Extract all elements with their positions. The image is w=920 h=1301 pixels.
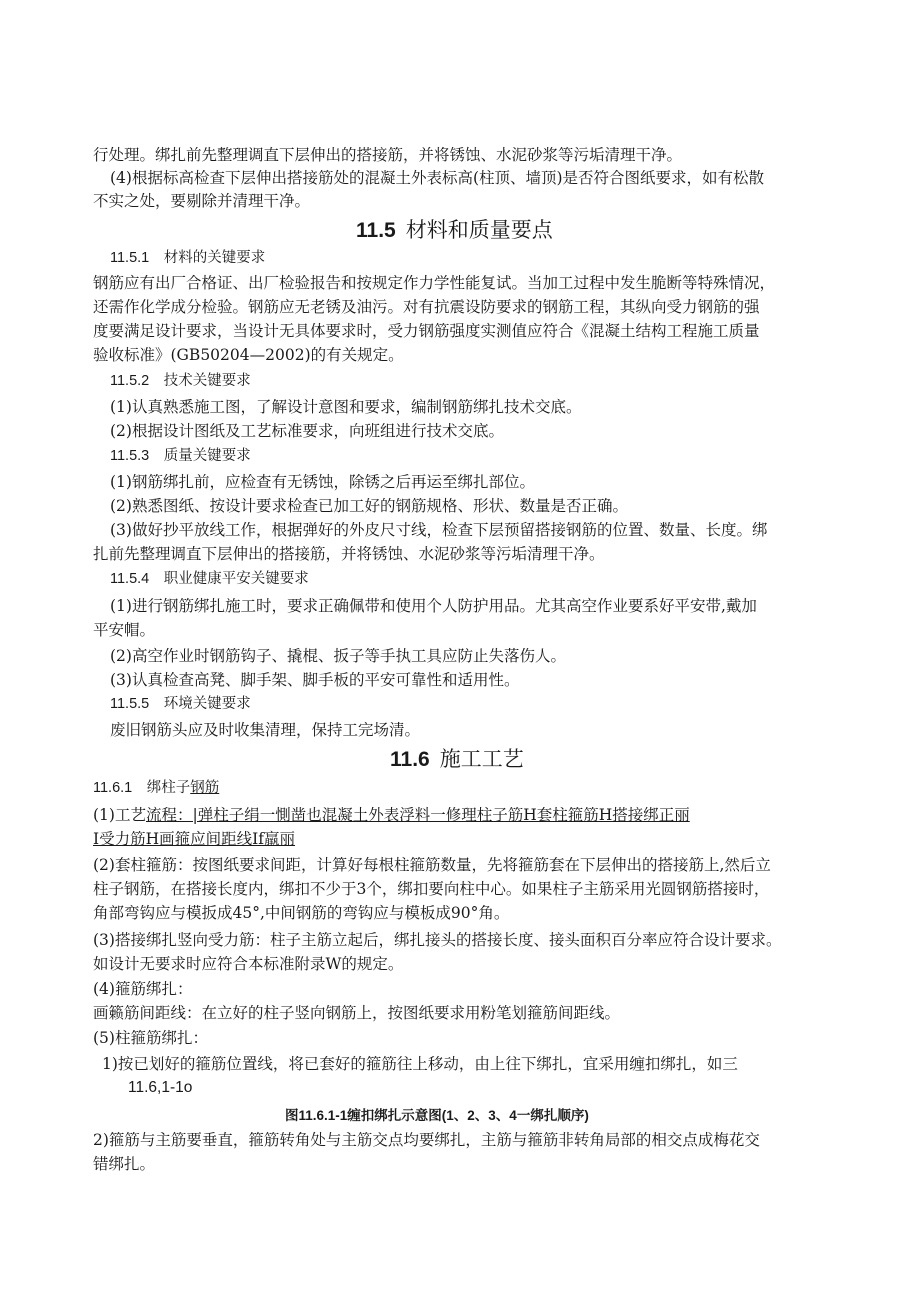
paragraph-line: 错绑扎。 [93,1155,156,1173]
subsection-heading: 11.5.4 职业健康平安关键要求 [110,571,309,587]
paragraph-line: 1)按已划好的箍筋位置线，将已套好的箍筋往上移动，由上往下绑扎，宜采用缠扣绑扎，如三 [102,1055,738,1073]
paragraph-line: 验收标准》(GB50204—2002)的有关规定。 [93,346,404,364]
flow-prefix: (1)工艺 [93,806,146,824]
paragraph-line: (3)认真检查高凳、脚手架、脚手板的平安可靠性和适用性。 [110,671,520,689]
paragraph-line: 11.6,1-1o [128,1079,193,1096]
section-title: 材料和质量要点 [405,218,553,242]
paragraph-line: 钢筋应有出厂合格证、出厂检验报告和按规定作力学性能复试。当加工过程中发生脆断等特殊情况， [93,274,776,292]
flow-chart-text: 流程：|弹柱子绢一惻凿也混凝土外表浮料一修理柱子筋H套柱箍筋H搭接绑正丽 [145,806,690,824]
paragraph-line: 还需作化学成分检验。钢筋应无老锈及油污。对有抗震设防要求的钢筋工程，其纵向受力钢筋的强 [93,298,760,316]
paragraph-line: 角部弯钩应与模扳成45°,中间钢筋的弯钩应与模板成90°角。 [93,904,510,922]
subsection-link[interactable]: 钢筋 [190,780,220,796]
paragraph-line: (5)柱箍筋绑扎： [93,1029,208,1047]
paragraph-line: (2)套柱箍筋：按图纸要求间距，计算好每根柱箍筋数量，先将箍筋套在下层伸出的搭接筋上,然后立 [93,856,771,874]
subsection-label: 11.6.1 绑柱子 [93,780,191,796]
paragraph-line: (3)搭接绑扎竖向受力筋：柱子主筋立起后，绑扎接头的搭接长度、接头面积百分率应符合设计要求。 [93,931,782,949]
paragraph-line: (1)钢筋绑扎前，应检查有无锈蚀，除锈之后再运至绑扎部位。 [110,473,535,491]
process-flow-line: I受力筋H画箍应间距线If羸丽 [93,830,296,848]
section-number: 11.5 [356,219,396,242]
paragraph-line: 废旧钢筋头应及时收集清理，保持工完场清。 [110,721,421,739]
paragraph-line: (2)熟悉图纸、按设计要求检查已加工好的钢筋规格、形状、数量是否正确。 [110,497,628,515]
paragraph-line: 柱子钢筋，在搭接长度内，绑扣不少于3个，绑扣要向柱中心。如果柱子主筋采用光圆钢筋搭接时， [93,880,770,898]
paragraph-line: (3)做好抄平放线工作，根据弹好的外皮尺寸线，检查下层预留搭接钢筋的位置、数量、长度。绑 [110,521,768,539]
paragraph-line: (2)高空作业时钢筋钩子、撬棍、扳子等手执工具应防止失落伤人。 [110,647,566,665]
section-title: 施工工艺 [439,747,524,771]
paragraph-line: (4)箍筋绑扎： [93,980,193,998]
subsection-heading: 11.5.1 材料的关键要求 [110,250,266,266]
paragraph-line: 扎前先整理调直下层伸出的搭接筋，并将锈蚀、水泥砂浆等污垢清理干净。 [93,545,605,563]
subsection-heading: 11.5.3 质量关键要求 [110,448,251,464]
paragraph-line: (1)进行钢筋绑扎施工时，要求正确佩带和使用个人防护用品。尤其高空作业要系好平安带,戴加 [110,597,757,615]
paragraph-line: 行处理。绑扎前先整理调直下层伸出的搭接筋，并将锈蚀、水泥砂浆等污垢清理干净。 [93,146,683,164]
paragraph-line: (1)认真熟悉施工图，了解设计意图和要求，编制钢筋绑扎技术交底。 [110,398,582,416]
process-flow-line [93,805,690,825]
subsection-heading [93,778,219,798]
paragraph-line: 平安帽。 [93,621,156,639]
paragraph-line: 不实之处，要剔除并清理干净。 [93,192,311,210]
paragraph-line: (4)根据标高检查下层伸出搭接筋处的混凝土外表标高(柱顶、墙顶)是否符合图纸要求，如有松散 [110,169,765,187]
paragraph-line: 如设计无要求时应符合本标准附录W的规定。 [93,955,404,973]
paragraph-line: 2)箍筋与主筋要垂直，箍筋转角处与主筋交点均要绑扎，主筋与箍筋非转角局部的相交点成梅花交 [93,1131,760,1149]
section-heading-11-6 [390,746,524,773]
figure-caption: 图11.6.1-1缠扣绑扎示意图(1、2、3、4一绑扎顺序) [285,1108,589,1123]
paragraph-line: 画籁筋间距线：在立好的柱子竖向钢筋上，按图纸要求用粉笔划箍筋间距线。 [93,1004,621,1022]
section-number: 11.6 [390,748,430,771]
subsection-heading: 11.5.5 环境关键要求 [110,696,251,712]
subsection-heading: 11.5.2 技术关键要求 [110,373,251,389]
section-heading-11-5 [356,217,553,244]
paragraph-line: 度要满足设计要求，当设计无具体要求时，受力钢筋强度实测值应符合《混凝土结构工程施工质量 [93,322,760,340]
paragraph-line: (2)根据设计图纸及工艺标准要求，向班组进行技术交底。 [110,422,504,440]
